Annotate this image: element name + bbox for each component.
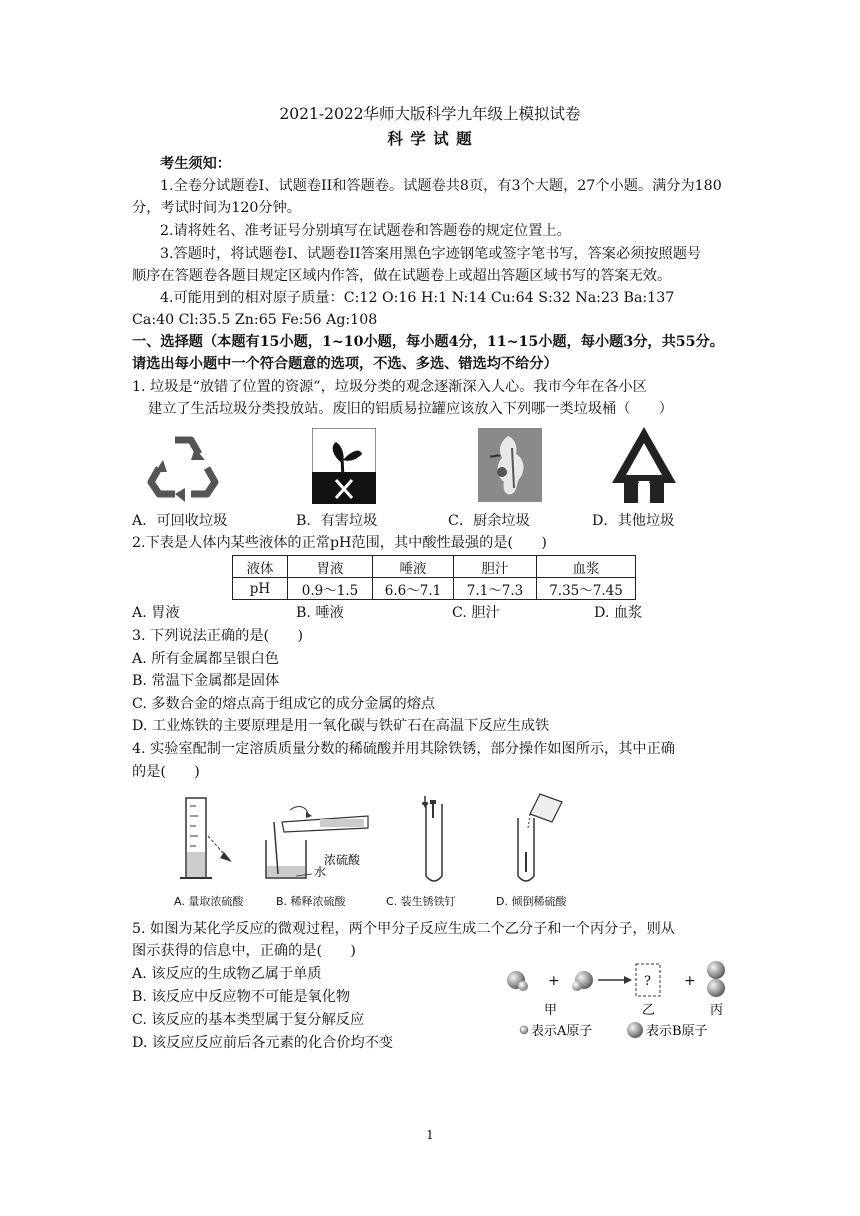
question-1-stem: 建立了生活垃圾分类投放站。废旧的铝质易拉罐应该放入下列哪一类垃圾桶（ ） bbox=[148, 401, 673, 417]
notice-item: 2.请将姓名、准考证号分别填写在试题卷和答题卷的规定位置上。 bbox=[160, 223, 571, 239]
question-4-stem: 的是( ) bbox=[132, 764, 200, 780]
table-cell: 7.35～7.45 bbox=[537, 578, 636, 600]
kitchen-waste-icon bbox=[478, 428, 542, 502]
option-d: D. 工业炼铁的主要原理是用一氧化碳与铁矿石在高温下反应生成铁 bbox=[132, 718, 550, 734]
notice-item: 4.可能用到的相对原子质量：C:12 O:16 H:1 N:14 Cu:64 S:32 Na:23 Ba:137 bbox=[160, 290, 675, 306]
option-d: D. 血浆 bbox=[594, 605, 643, 621]
graduated-cylinder-icon bbox=[180, 798, 232, 878]
legend-atom-a bbox=[520, 1026, 528, 1034]
label-yi: 乙 bbox=[642, 1003, 656, 1018]
reaction-diagram bbox=[504, 958, 736, 1042]
question-1-stem: 1. 垃圾是“放错了位置的资源”，垃圾分类的观念逐渐深入人心。我市今年在各小区 bbox=[132, 379, 647, 395]
notice-item: 1.全卷分试题卷I、试题卷II和答题卷。试题卷共8页，有3个大题，27个小题。满分为180 bbox=[160, 178, 722, 194]
option-c: C．厨余垃圾 bbox=[448, 513, 530, 529]
label-conc-sulfuric: 浓硫酸 bbox=[324, 853, 361, 867]
ph-table bbox=[232, 555, 636, 600]
unknown-product: ? bbox=[644, 974, 651, 989]
table-cell: 血浆 bbox=[537, 556, 636, 578]
atom-a bbox=[518, 981, 528, 991]
label-jia: 甲 bbox=[544, 1003, 558, 1018]
atom-a bbox=[572, 981, 582, 991]
notice-item: 顺序在答题卷各题目规定区域内作答，做在试题卷上或超出答题区域书写的答案无效。 bbox=[132, 268, 672, 284]
page-subtitle: 科 学 试 题 bbox=[387, 129, 473, 148]
legend-a-label: 表示A原子 bbox=[531, 1024, 593, 1039]
page-number: 1 bbox=[426, 1128, 434, 1142]
caption-d: D. 倾倒稀硫酸 bbox=[496, 895, 567, 908]
label-bing: 丙 bbox=[710, 1003, 724, 1018]
test-tube-icon bbox=[422, 796, 442, 881]
question-5-stem: 图示获得的信息中，正确的是( ) bbox=[132, 943, 356, 959]
other-waste-icon bbox=[610, 425, 678, 505]
pouring-icon bbox=[518, 794, 562, 881]
question-5-stem: 5. 如图为某化学反应的微观过程，两个甲分子反应生成二个乙分子和一个丙分子，则从 bbox=[132, 921, 675, 937]
question-4-stem: 4. 实验室配制一定溶质质量分数的稀硫酸并用其除铁锈，部分操作如图所示，其中正确 bbox=[132, 741, 675, 757]
option-b: B. 常温下金属都是固体 bbox=[132, 673, 280, 689]
legend-atom-b bbox=[627, 1022, 643, 1038]
table-cell: 6.6～7.1 bbox=[373, 578, 454, 600]
question-2-stem: 2.下表是人体内某些液体的正常pH范围，其中酸性最强的是( ) bbox=[132, 535, 547, 551]
table-cell: 液体 bbox=[233, 556, 288, 578]
table-cell: 唾液 bbox=[373, 556, 454, 578]
label-water: 水 bbox=[314, 865, 327, 879]
option-a: A. 该反应的生成物乙属于单质 bbox=[132, 966, 322, 982]
table-cell: 7.1～7.3 bbox=[454, 578, 537, 600]
table-row bbox=[233, 578, 636, 600]
plus-sign: + bbox=[548, 973, 560, 989]
caption-a: A. 量取浓硫酸 bbox=[174, 895, 244, 908]
table-cell: 胆汁 bbox=[454, 556, 537, 578]
hazardous-waste-icon bbox=[312, 428, 376, 504]
notice-item: Ca:40 Cl:35.5 Zn:65 Fe:56 Ag:108 bbox=[132, 312, 378, 328]
table-header-row bbox=[233, 556, 636, 578]
option-c: C. 胆汁 bbox=[452, 605, 500, 621]
section-heading: 一、选择题（本题有15小题，1~10小题，每小题4分，11~15小题，每小题3分，共55分。 bbox=[132, 334, 724, 350]
notice-item: 3.答题时，将试题卷I、试题卷II答案用黑色字迹钢笔或签字笔书写，答案必须按照题号 bbox=[160, 246, 702, 262]
section-instructions: 请选出每小题中一个符合题意的选项，不选、多选、错选均不给分） bbox=[132, 356, 558, 372]
option-d: D．其他垃圾 bbox=[592, 513, 675, 529]
recycling-icon bbox=[145, 428, 221, 504]
option-d: D. 该反应反应前后各元素的化合价均不变 bbox=[132, 1035, 394, 1051]
option-b: B．有害垃圾 bbox=[296, 513, 378, 529]
option-a: A. 所有金属都呈银白色 bbox=[132, 651, 279, 667]
option-a: A．可回收垃圾 bbox=[132, 513, 228, 529]
atom-b bbox=[707, 979, 725, 997]
table-cell: pH bbox=[233, 578, 288, 600]
option-c: C. 多数合金的熔点高于组成它的成分金属的熔点 bbox=[132, 696, 436, 712]
caption-c: C. 装生锈铁钉 bbox=[386, 895, 456, 908]
page-title: 2021-2022华师大版科学九年级上模拟试卷 bbox=[279, 105, 581, 123]
caption-b: B. 稀释浓硫酸 bbox=[276, 895, 346, 908]
plus-sign: + bbox=[684, 973, 696, 989]
option-b: B. 唾液 bbox=[296, 605, 344, 621]
atom-b bbox=[707, 961, 725, 979]
lab-operations-diagram bbox=[170, 792, 570, 892]
notice-heading: 考生须知： bbox=[160, 156, 231, 172]
option-a: A. 胃液 bbox=[132, 605, 180, 621]
table-cell: 胃液 bbox=[288, 556, 373, 578]
option-c: C. 该反应的基本类型属于复分解反应 bbox=[132, 1012, 365, 1028]
legend-b-label: 表示B原子 bbox=[646, 1024, 708, 1039]
question-3-stem: 3. 下列说法正确的是( ) bbox=[132, 628, 303, 644]
option-b: B. 该反应中反应物不可能是氧化物 bbox=[132, 989, 351, 1005]
table-cell: 0.9～1.5 bbox=[288, 578, 373, 600]
notice-item: 分，考试时间为120分钟。 bbox=[132, 200, 301, 216]
